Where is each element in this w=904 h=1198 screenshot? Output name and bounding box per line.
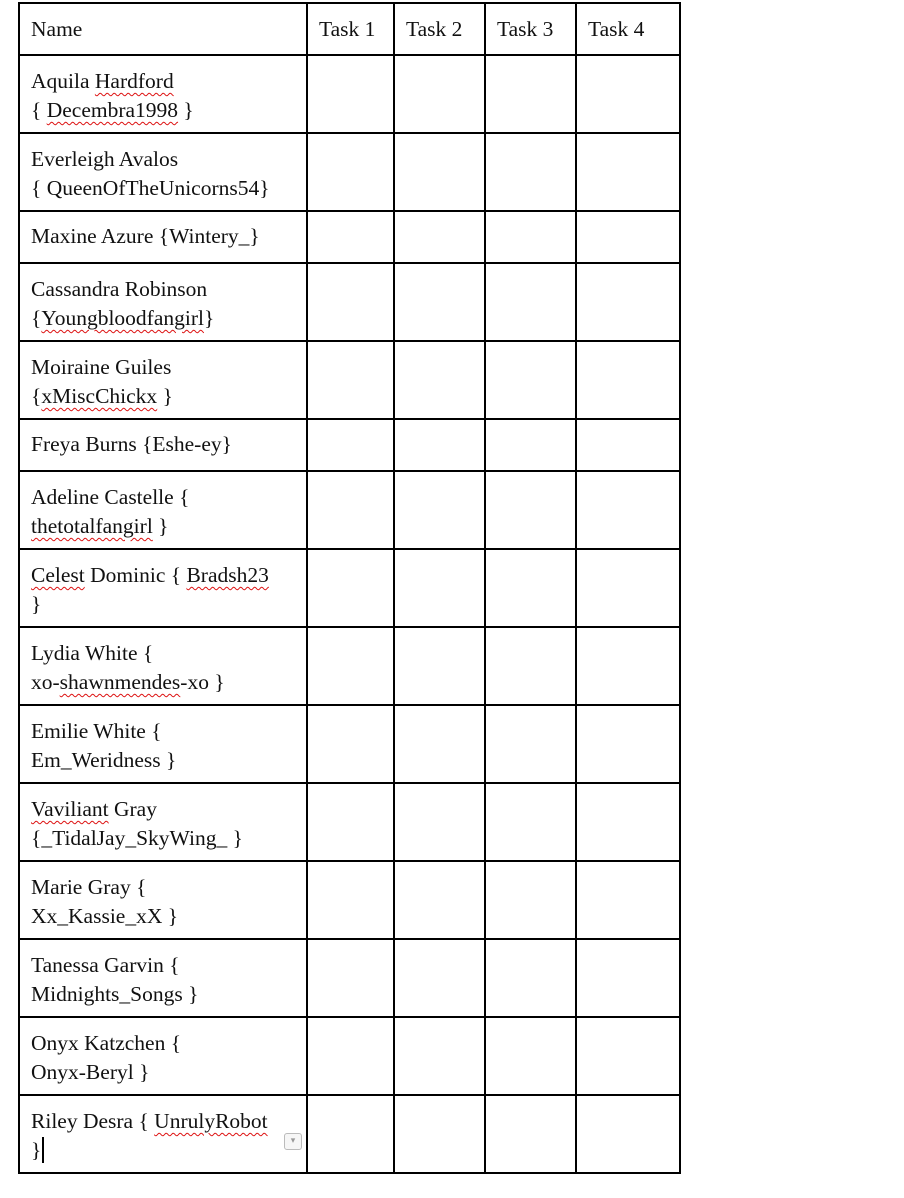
task-2-cell[interactable] (394, 471, 485, 549)
task-1-cell[interactable] (307, 341, 394, 419)
task-1-cell[interactable] (307, 627, 394, 705)
header-task-4[interactable]: Task 4 (576, 3, 680, 55)
table-row (19, 471, 680, 549)
table-row (19, 861, 680, 939)
spell-error: Bradsh23 (186, 563, 269, 587)
task-1-cell[interactable] (307, 783, 394, 861)
spell-error: Decembra1998 (46, 98, 179, 122)
task-4-cell[interactable] (576, 1095, 680, 1173)
task-1-cell[interactable] (307, 1017, 394, 1095)
name-cell[interactable] (19, 55, 307, 133)
task-3-cell[interactable] (485, 133, 576, 211)
name-line-1: Onyx Katzchen { (31, 1031, 182, 1055)
task-1-cell[interactable] (307, 471, 394, 549)
task-1-cell[interactable] (307, 55, 394, 133)
task-4-cell[interactable] (576, 549, 680, 627)
task-3-cell[interactable] (485, 1095, 576, 1173)
task-4-cell[interactable] (576, 211, 680, 263)
task-2-cell[interactable] (394, 705, 485, 783)
roster-table (18, 2, 681, 1174)
task-2-cell[interactable] (394, 211, 485, 263)
name-line-1: Celest Dominic { Bradsh23 (31, 563, 269, 587)
table-row (19, 705, 680, 783)
name-cell[interactable] (19, 705, 307, 783)
spell-error: thetotalfangirl (31, 514, 153, 538)
table-row (19, 419, 680, 471)
task-2-cell[interactable] (394, 1017, 485, 1095)
name-line-1: Everleigh Avalos (31, 147, 179, 171)
name-line-2: Onyx-Beryl } (31, 1060, 150, 1084)
dropdown-arrow-icon[interactable]: ▾ (284, 1133, 302, 1150)
table-row (19, 549, 680, 627)
header-name[interactable]: Name (19, 3, 307, 55)
spell-error: Hardford (94, 69, 174, 93)
name-cell[interactable] (19, 211, 307, 263)
text-cursor (42, 1137, 44, 1163)
name-cell[interactable] (19, 341, 307, 419)
task-3-cell[interactable] (485, 627, 576, 705)
task-4-cell[interactable] (576, 341, 680, 419)
table-row (19, 1095, 680, 1173)
task-3-cell[interactable] (485, 861, 576, 939)
name-line-2: { Decembra1998 } (31, 98, 194, 122)
header-row (19, 3, 680, 55)
task-2-cell[interactable] (394, 627, 485, 705)
name-line-1: Riley Desra { UnrulyRobot (31, 1109, 268, 1133)
table-row (19, 263, 680, 341)
task-4-cell[interactable] (576, 471, 680, 549)
spell-error: Youngbloodfangirl (41, 306, 204, 330)
task-4-cell[interactable] (576, 133, 680, 211)
spell-error: shawnmendes (59, 670, 181, 694)
name-line-2: thetotalfangirl } (31, 514, 169, 538)
name-cell[interactable] (19, 939, 307, 1017)
task-2-cell[interactable] (394, 549, 485, 627)
task-3-cell[interactable] (485, 341, 576, 419)
name-line-2: {_TidalJay_SkyWing_ } (31, 826, 243, 850)
name-line-2: } (31, 1136, 298, 1165)
name-line-1: Marie Gray { (31, 875, 147, 899)
name-line-2: Em_Weridness } (31, 748, 177, 772)
task-4-cell[interactable] (576, 1017, 680, 1095)
name-line-1: Maxine Azure {Wintery_} (31, 224, 260, 248)
task-3-cell[interactable] (485, 263, 576, 341)
spell-error: xMiscChickx (41, 384, 158, 408)
task-4-cell[interactable] (576, 419, 680, 471)
task-3-cell[interactable] (485, 939, 576, 1017)
name-line-2: {Youngbloodfangirl} (31, 306, 215, 330)
name-line-1: Aquila Hardford (31, 69, 174, 93)
task-2-cell[interactable] (394, 861, 485, 939)
task-4-cell[interactable] (576, 939, 680, 1017)
header-task-2[interactable]: Task 2 (394, 3, 485, 55)
task-3-cell[interactable] (485, 1017, 576, 1095)
task-2-cell[interactable] (394, 55, 485, 133)
task-2-cell[interactable] (394, 783, 485, 861)
task-1-cell[interactable] (307, 1095, 394, 1173)
name-line-2: {xMiscChickx } (31, 384, 173, 408)
name-cell[interactable] (19, 263, 307, 341)
task-4-cell[interactable] (576, 263, 680, 341)
spell-error: Celest (31, 563, 85, 587)
task-1-cell[interactable] (307, 939, 394, 1017)
name-line-1: Emilie White { (31, 719, 162, 743)
task-3-cell[interactable] (485, 211, 576, 263)
name-line-2: } (31, 592, 42, 616)
name-cell[interactable] (19, 133, 307, 211)
name-cell[interactable] (19, 419, 307, 471)
name-cell[interactable] (19, 783, 307, 861)
task-3-cell[interactable] (485, 55, 576, 133)
task-4-cell[interactable] (576, 861, 680, 939)
task-4-cell[interactable] (576, 627, 680, 705)
table-row (19, 55, 680, 133)
spell-error: UnrulyRobot (154, 1109, 268, 1133)
name-line-1: Freya Burns {Eshe-ey} (31, 432, 232, 456)
task-1-cell[interactable] (307, 861, 394, 939)
table-row (19, 341, 680, 419)
task-1-cell[interactable] (307, 263, 394, 341)
name-line-1: Lydia White { (31, 641, 154, 665)
task-4-cell[interactable] (576, 55, 680, 133)
name-cell[interactable] (19, 1095, 307, 1173)
task-1-cell[interactable] (307, 705, 394, 783)
task-3-cell[interactable] (485, 783, 576, 861)
name-cell[interactable] (19, 627, 307, 705)
name-line-1: Tanessa Garvin { (31, 953, 180, 977)
table-row (19, 211, 680, 263)
task-2-cell[interactable] (394, 419, 485, 471)
table-row (19, 1017, 680, 1095)
name-cell[interactable] (19, 1017, 307, 1095)
task-3-cell[interactable] (485, 705, 576, 783)
spell-error: Vaviliant (31, 797, 109, 821)
task-1-cell[interactable] (307, 133, 394, 211)
task-2-cell[interactable] (394, 263, 485, 341)
table-row (19, 783, 680, 861)
task-2-cell[interactable] (394, 939, 485, 1017)
name-line-2: Midnights_Songs } (31, 982, 199, 1006)
table-row (19, 133, 680, 211)
task-1-cell[interactable] (307, 211, 394, 263)
name-cell[interactable] (19, 471, 307, 549)
task-3-cell[interactable] (485, 549, 576, 627)
task-2-cell[interactable] (394, 1095, 485, 1173)
task-2-cell[interactable] (394, 133, 485, 211)
task-1-cell[interactable] (307, 549, 394, 627)
task-2-cell[interactable] (394, 341, 485, 419)
name-line-1: Cassandra Robinson (31, 277, 208, 301)
name-line-1: Adeline Castelle { (31, 485, 190, 509)
table-row (19, 627, 680, 705)
name-line-2: { QueenOfTheUnicorns54} (31, 176, 270, 200)
name-cell[interactable] (19, 861, 307, 939)
name-cell[interactable] (19, 549, 307, 627)
name-line-1: Moiraine Guiles (31, 355, 172, 379)
header-task-3[interactable]: Task 3 (485, 3, 576, 55)
task-3-cell[interactable] (485, 419, 576, 471)
name-line-2: xo-shawnmendes-xo } (31, 670, 225, 694)
task-4-cell[interactable] (576, 705, 680, 783)
table-row (19, 939, 680, 1017)
header-task-1[interactable]: Task 1 (307, 3, 394, 55)
name-line-1: Vaviliant Gray (31, 797, 157, 821)
task-1-cell[interactable] (307, 419, 394, 471)
task-3-cell[interactable] (485, 471, 576, 549)
name-line-2: Xx_Kassie_xX } (31, 904, 179, 928)
task-4-cell[interactable] (576, 783, 680, 861)
